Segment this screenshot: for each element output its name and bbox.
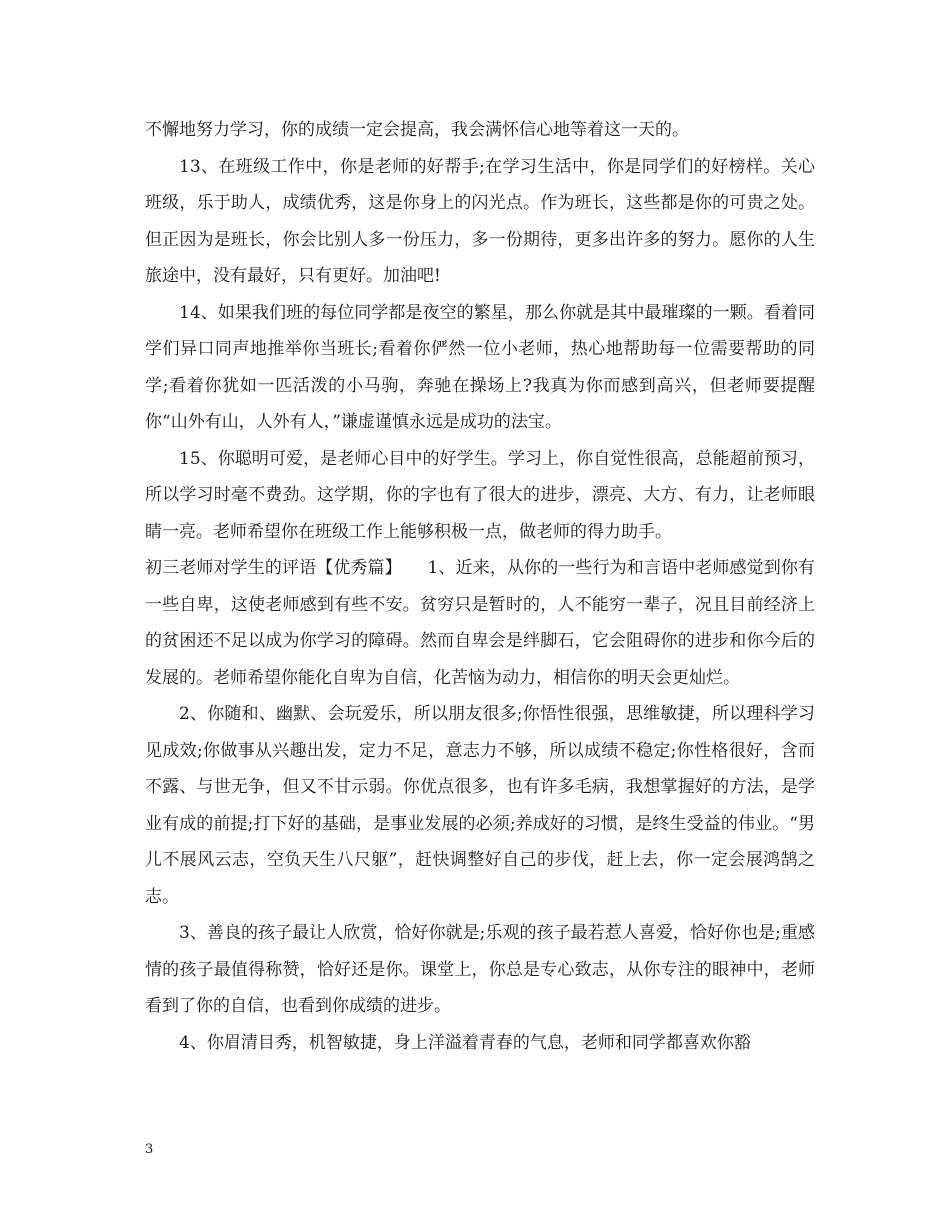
paragraph-comment-3: 3、善良的孩子最让人欣赏，恰好你就是;乐观的孩子最若惹人喜爱，恰好你也是;重感情的孩子最值得称赞，恰好还是你。课堂上，你总是专心致志，从你专注的眼神中，老师看到了你的自信，也看到你成绩的进步。	[145, 923, 815, 1016]
paragraph-comment-15: 15、你聪明可爱，是老师心目中的好学生。学习上，你自觉性很高，总能超前预习，所以学习时毫不费劲。这学期，你的字也有了很大的进步，漂亮、大方、有力，让老师眼睛一亮。老师希望你在班级工作上能够积极一点，做老师的得力助手。	[145, 448, 815, 542]
paragraph-comment-14: 14、如果我们班的每位同学都是夜空的繁星，那么你就是其中最璀璨的一颗。看着同学们异口同声地推举你当班长;看着你俨然一位小老师，热心地帮助每一位需要帮助的同学;看着你犹如一匹活泼的小马驹，奔驰在操场上?我真为你而感到高兴，但老师要提醒你“山外有山，人外有人，”谦虚谨慎永远是成功的法宝。	[145, 302, 815, 432]
paragraph-comment-13: 13、在班级工作中，你是老师的好帮手;在学习生活中，你是同学们的好榜样。关心班级，乐于助人，成绩优秀，这是你身上的闪光点。作为班长，这些都是你的可贵之处。但正因为是班长，你会比别人多一份压力，多一份期待，更多出许多的努力。愿你的人生旅途中，没有最好，只有更好。加油吧!	[145, 156, 815, 286]
page-number: 3	[145, 1142, 154, 1157]
paragraph-continuation: 不懈地努力学习，你的成绩一定会提高，我会满怀信心地等着这一天的。	[145, 120, 689, 140]
document-body	[145, 112, 815, 1061]
paragraph-section-heading-comment-1: 初三老师对学生的评语【优秀篇】 1、近来，从你的一些行为和言语中老师感觉到你有一些自卑，这使老师感到有些不安。贫穷只是暂时的，人不能穷一辈子，况且目前经济上的贫困还不足以成为你学习的障碍。然而自卑会是绊脚石，它会阻碍你的进步和你今后的发展的。老师希望你能化自卑为自信，化苦恼为动力，相信你的明天会更灿烂。	[145, 558, 815, 688]
paragraph-comment-2: 2、你随和、幽默、会玩爱乐，所以朋友很多;你悟性很强，思维敏捷，所以理科学习见成效;你做事从兴趣出发，定力不足，意志力不够，所以成绩不稳定;你性格很好，含而不露、与世无争，但又不甘示弱。你优点很多，也有许多毛病，我想掌握好的方法，是学业有成的前提;打下好的基础，是事业发展的必须;养成好的习惯，是终生受益的伟业。“男儿不展风云志，空负天生八尺躯”，赶快调整好自己的步伐，赶上去，你一定会展鸿鹄之志。	[145, 704, 815, 907]
paragraph-comment-4: 4、你眉清目秀，机智敏捷，身上洋溢着青春的气息，老师和同学都喜欢你豁	[179, 1032, 751, 1053]
